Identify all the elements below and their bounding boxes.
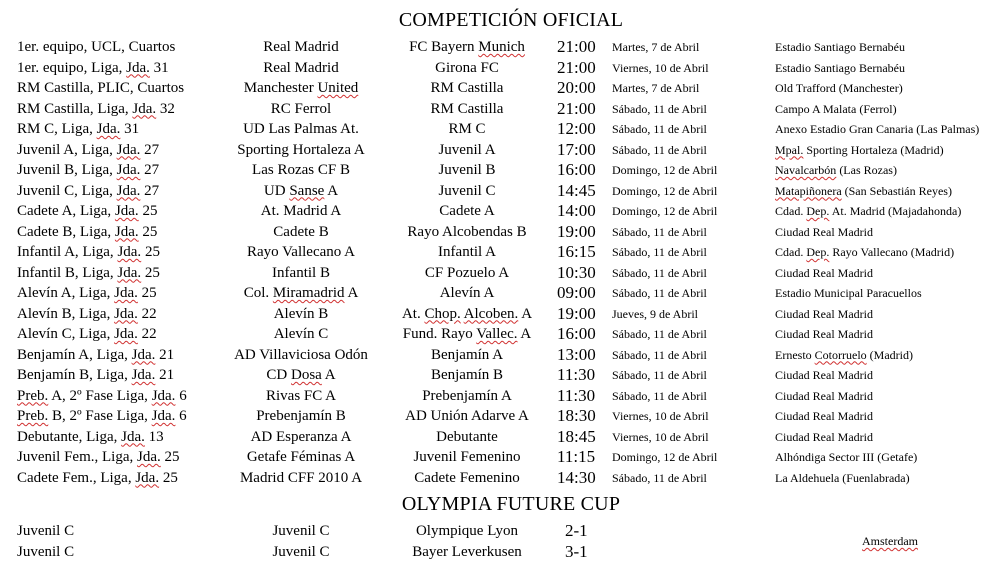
match-row bbox=[0, 324, 997, 344]
match-date: Martes, 7 de Abril bbox=[612, 81, 700, 95]
match-venue: Old Trafford (Manchester) bbox=[775, 81, 903, 95]
match-home-team: Las Rozas CF B bbox=[252, 162, 350, 178]
match-date: Sábado, 11 de Abril bbox=[612, 347, 707, 362]
match-date: Sábado, 11 de Abril bbox=[612, 245, 707, 259]
match-venue: Estadio Santiago Bernabéu bbox=[775, 40, 905, 54]
cup-away-team: Olympique Lyon bbox=[415, 523, 519, 539]
match-venue: Cdad. Dep. At. Madrid (Majadahonda) bbox=[775, 204, 962, 218]
match-home-team: Real Madrid bbox=[263, 39, 339, 55]
match-away-team: Fund. Rayo Vallec. A bbox=[402, 326, 532, 342]
match-time: 11:30 bbox=[557, 385, 596, 405]
match-home-team: Manchester United bbox=[243, 80, 359, 96]
match-row bbox=[0, 406, 997, 426]
match-time: 14:45 bbox=[557, 180, 596, 200]
match-row bbox=[0, 58, 997, 78]
match-home-team: Getafe Féminas A bbox=[246, 449, 356, 465]
cup-home-team: Juvenil C bbox=[272, 523, 330, 539]
match-competition: Preb. A, 2º Fase Liga, Jda. 6 bbox=[17, 387, 187, 404]
match-row bbox=[0, 37, 997, 57]
match-venue: Ernesto Cotorruelo (Madrid) bbox=[775, 347, 913, 362]
match-venue: Estadio Municipal Paracuellos bbox=[775, 286, 922, 300]
cup-competition: Juvenil C bbox=[17, 523, 75, 539]
match-time: 10:30 bbox=[557, 262, 596, 282]
match-date: Sábado, 11 de Abril bbox=[612, 388, 707, 403]
match-date: Sábado, 11 de Abril bbox=[612, 142, 707, 157]
match-time: 13:00 bbox=[557, 344, 596, 364]
match-venue: Ciudad Real Madrid bbox=[775, 429, 873, 444]
cup-home-team: Juvenil C bbox=[272, 544, 330, 560]
match-away-team: Girona FC bbox=[435, 59, 499, 76]
match-row bbox=[0, 263, 997, 283]
match-time: 11:30 bbox=[557, 365, 596, 384]
match-venue: Navalcarbón (Las Rozas) bbox=[775, 163, 897, 177]
match-row bbox=[0, 386, 997, 406]
match-home-team: Alevín B bbox=[273, 305, 329, 322]
match-row bbox=[0, 447, 997, 467]
match-competition: Infantil B, Liga, Jda. 25 bbox=[17, 264, 160, 281]
match-away-team: CF Pozuelo A bbox=[424, 264, 510, 281]
match-away-team: FC Bayern Munich bbox=[409, 39, 525, 55]
match-competition: RM Castilla, Liga, Jda. 32 bbox=[17, 100, 175, 117]
cup-match-row bbox=[0, 542, 997, 562]
match-date: Viernes, 10 de Abril bbox=[612, 60, 709, 75]
match-time: 21:00 bbox=[557, 37, 596, 56]
match-away-team: RM C bbox=[448, 121, 486, 137]
match-row bbox=[0, 304, 997, 324]
match-venue: Ciudad Real Madrid bbox=[775, 265, 873, 280]
match-date: Sábado, 11 de Abril bbox=[612, 327, 707, 341]
match-time: 18:45 bbox=[557, 426, 596, 446]
match-home-team: Sporting Hortaleza A bbox=[237, 141, 365, 158]
match-time: 18:30 bbox=[557, 406, 596, 425]
match-time: 16:15 bbox=[557, 242, 596, 261]
match-home-team: Col. Miramadrid A bbox=[243, 285, 359, 301]
match-date: Sábado, 11 de Abril bbox=[612, 286, 707, 300]
match-away-team: Alevín A bbox=[439, 285, 495, 301]
match-away-team: RM Castilla bbox=[430, 80, 504, 96]
match-home-team: Cadete B bbox=[273, 223, 329, 240]
match-away-team: AD Unión Adarve A bbox=[405, 408, 529, 424]
match-competition: Juvenil Fem., Liga, Jda. 25 bbox=[17, 449, 180, 465]
match-date: Domingo, 12 de Abril bbox=[612, 163, 718, 177]
match-date: Sábado, 11 de Abril bbox=[612, 122, 707, 136]
match-home-team: Prebenjamín B bbox=[256, 408, 346, 424]
match-away-team: Benjamín B bbox=[430, 367, 504, 383]
match-competition: Alevín A, Liga, Jda. 25 bbox=[17, 285, 157, 301]
match-row bbox=[0, 283, 997, 303]
match-competition: Alevín B, Liga, Jda. 22 bbox=[17, 305, 157, 322]
match-competition: Juvenil C, Liga, Jda. 27 bbox=[17, 182, 160, 199]
match-competition: 1er. equipo, UCL, Cuartos bbox=[17, 39, 176, 55]
cup-result: 3-1 bbox=[565, 542, 588, 561]
match-competition: RM Castilla, PLIC, Cuartos bbox=[17, 80, 185, 96]
match-competition: Alevín C, Liga, Jda. 22 bbox=[17, 326, 157, 342]
match-venue: Alhóndiga Sector III (Getafe) bbox=[775, 450, 918, 464]
match-venue: Mpal. Sporting Hortaleza (Madrid) bbox=[775, 142, 944, 157]
match-away-team: Infantil A bbox=[438, 244, 496, 260]
match-row bbox=[0, 119, 997, 139]
match-date: Domingo, 12 de Abril bbox=[612, 450, 718, 464]
match-home-team: Real Madrid bbox=[263, 59, 339, 76]
match-venue: Ciudad Real Madrid bbox=[775, 368, 873, 382]
match-competition: Cadete A, Liga, Jda. 25 bbox=[17, 203, 158, 219]
match-venue: Cdad. Dep. Rayo Vallecano (Madrid) bbox=[775, 245, 955, 259]
match-time: 19:00 bbox=[557, 303, 596, 323]
match-away-team: Juvenil C bbox=[438, 182, 496, 199]
match-time: 21:00 bbox=[557, 57, 596, 77]
match-competition: Juvenil A, Liga, Jda. 27 bbox=[17, 141, 160, 158]
match-home-team: UD Las Palmas At. bbox=[243, 121, 359, 137]
match-time: 16:00 bbox=[557, 160, 596, 179]
match-date: Sábado, 11 de Abril bbox=[612, 101, 707, 116]
match-away-team: RM Castilla bbox=[430, 100, 504, 117]
match-competition: Juvenil B, Liga, Jda. 27 bbox=[17, 162, 160, 178]
match-date: Viernes, 10 de Abril bbox=[612, 429, 709, 444]
match-time: 09:00 bbox=[557, 283, 596, 302]
match-home-team: RC Ferrol bbox=[270, 100, 332, 117]
match-competition: 1er. equipo, Liga, Jda. 31 bbox=[17, 59, 169, 76]
cup-city-row bbox=[0, 521, 997, 548]
match-home-team: Rayo Vallecano A bbox=[246, 244, 356, 260]
match-competition: Preb. B, 2º Fase Liga, Jda. 6 bbox=[17, 408, 187, 424]
match-venue: Ciudad Real Madrid bbox=[775, 409, 873, 423]
match-date: Viernes, 10 de Abril bbox=[612, 409, 709, 423]
match-row bbox=[0, 160, 997, 180]
match-competition: Benjamín B, Liga, Jda. 21 bbox=[17, 367, 175, 383]
match-competition: Benjamín A, Liga, Jda. 21 bbox=[17, 346, 175, 363]
match-date: Sábado, 11 de Abril bbox=[612, 470, 707, 485]
match-date: Domingo, 12 de Abril bbox=[612, 183, 718, 198]
match-time: 21:00 bbox=[557, 98, 596, 118]
match-away-team: At. Chop. Alcoben. A bbox=[401, 305, 533, 322]
match-row bbox=[0, 201, 997, 221]
match-row bbox=[0, 365, 997, 385]
match-date: Jueves, 9 de Abril bbox=[612, 306, 698, 321]
match-venue: Ciudad Real Madrid bbox=[775, 306, 873, 321]
match-row bbox=[0, 222, 997, 242]
match-venue: Ciudad Real Madrid bbox=[775, 224, 873, 239]
match-away-team: Juvenil B bbox=[438, 162, 496, 178]
match-home-team: CD Dosa A bbox=[266, 367, 336, 383]
match-home-team: AD Esperanza A bbox=[250, 428, 352, 445]
match-time: 11:15 bbox=[557, 447, 596, 466]
cup-away-team: Bayer Leverkusen bbox=[412, 544, 522, 560]
match-time: 19:00 bbox=[557, 221, 596, 241]
match-away-team: Prebenjamín A bbox=[422, 387, 512, 404]
match-date: Martes, 7 de Abril bbox=[612, 40, 700, 54]
cup-competition: Juvenil C bbox=[17, 544, 75, 560]
match-home-team: UD Sanse A bbox=[263, 182, 339, 199]
cup-result: 2-1 bbox=[565, 521, 588, 540]
match-competition: RM C, Liga, Jda. 31 bbox=[17, 121, 140, 137]
match-date: Domingo, 12 de Abril bbox=[612, 204, 718, 218]
match-away-team: Benjamín A bbox=[430, 346, 504, 363]
match-row bbox=[0, 427, 997, 447]
match-row bbox=[0, 181, 997, 201]
match-away-team: Debutante bbox=[436, 428, 498, 445]
match-venue: Anexo Estadio Gran Canaria (Las Palmas) bbox=[775, 122, 980, 136]
match-away-team: Juvenil A bbox=[438, 141, 496, 158]
match-home-team: At. Madrid A bbox=[260, 203, 342, 219]
match-venue: Ciudad Real Madrid bbox=[775, 327, 873, 341]
match-home-team: Madrid CFF 2010 A bbox=[239, 469, 363, 486]
match-row bbox=[0, 78, 997, 98]
match-time: 17:00 bbox=[557, 139, 596, 159]
match-row bbox=[0, 345, 997, 365]
match-time: 12:00 bbox=[557, 119, 596, 138]
match-venue: Ciudad Real Madrid bbox=[775, 388, 873, 403]
match-competition: Cadete Fem., Liga, Jda. 25 bbox=[17, 469, 178, 486]
match-row bbox=[0, 468, 997, 488]
match-competition: Debutante, Liga, Jda. 13 bbox=[17, 428, 164, 445]
match-date: Sábado, 11 de Abril bbox=[612, 224, 707, 239]
match-venue: Campo A Malata (Ferrol) bbox=[775, 101, 897, 116]
match-home-team: AD Villaviciosa Odón bbox=[234, 346, 368, 363]
match-date: Sábado, 11 de Abril bbox=[612, 368, 707, 382]
official-competition-heading: COMPETICIÓN OFICIAL bbox=[398, 9, 624, 31]
cup-city: Amsterdam bbox=[862, 534, 918, 548]
cup-heading: OLYMPIA FUTURE CUP bbox=[401, 493, 621, 515]
match-time: 20:00 bbox=[557, 78, 596, 97]
match-row bbox=[0, 140, 997, 160]
match-time: 16:00 bbox=[557, 324, 596, 343]
match-venue: La Aldehuela (Fuenlabrada) bbox=[775, 470, 910, 485]
match-away-team: Juvenil Femenino bbox=[413, 449, 521, 465]
match-time: 14:00 bbox=[557, 201, 596, 220]
match-home-team: Rivas FC A bbox=[265, 387, 337, 404]
match-row bbox=[0, 99, 997, 119]
match-home-team: Alevín C bbox=[273, 326, 329, 342]
match-date: Sábado, 11 de Abril bbox=[612, 265, 707, 280]
match-away-team: Cadete A bbox=[439, 203, 495, 219]
match-venue: Matapiñonera (San Sebastián Reyes) bbox=[775, 183, 952, 198]
match-away-team: Cadete Femenino bbox=[414, 469, 520, 486]
match-time: 14:30 bbox=[557, 467, 596, 487]
match-away-team: Rayo Alcobendas B bbox=[407, 223, 527, 240]
match-venue: Estadio Santiago Bernabéu bbox=[775, 60, 905, 75]
match-competition: Cadete B, Liga, Jda. 25 bbox=[17, 223, 158, 240]
match-home-team: Infantil B bbox=[272, 264, 330, 281]
match-competition: Infantil A, Liga, Jda. 25 bbox=[17, 244, 160, 260]
match-row bbox=[0, 242, 997, 262]
